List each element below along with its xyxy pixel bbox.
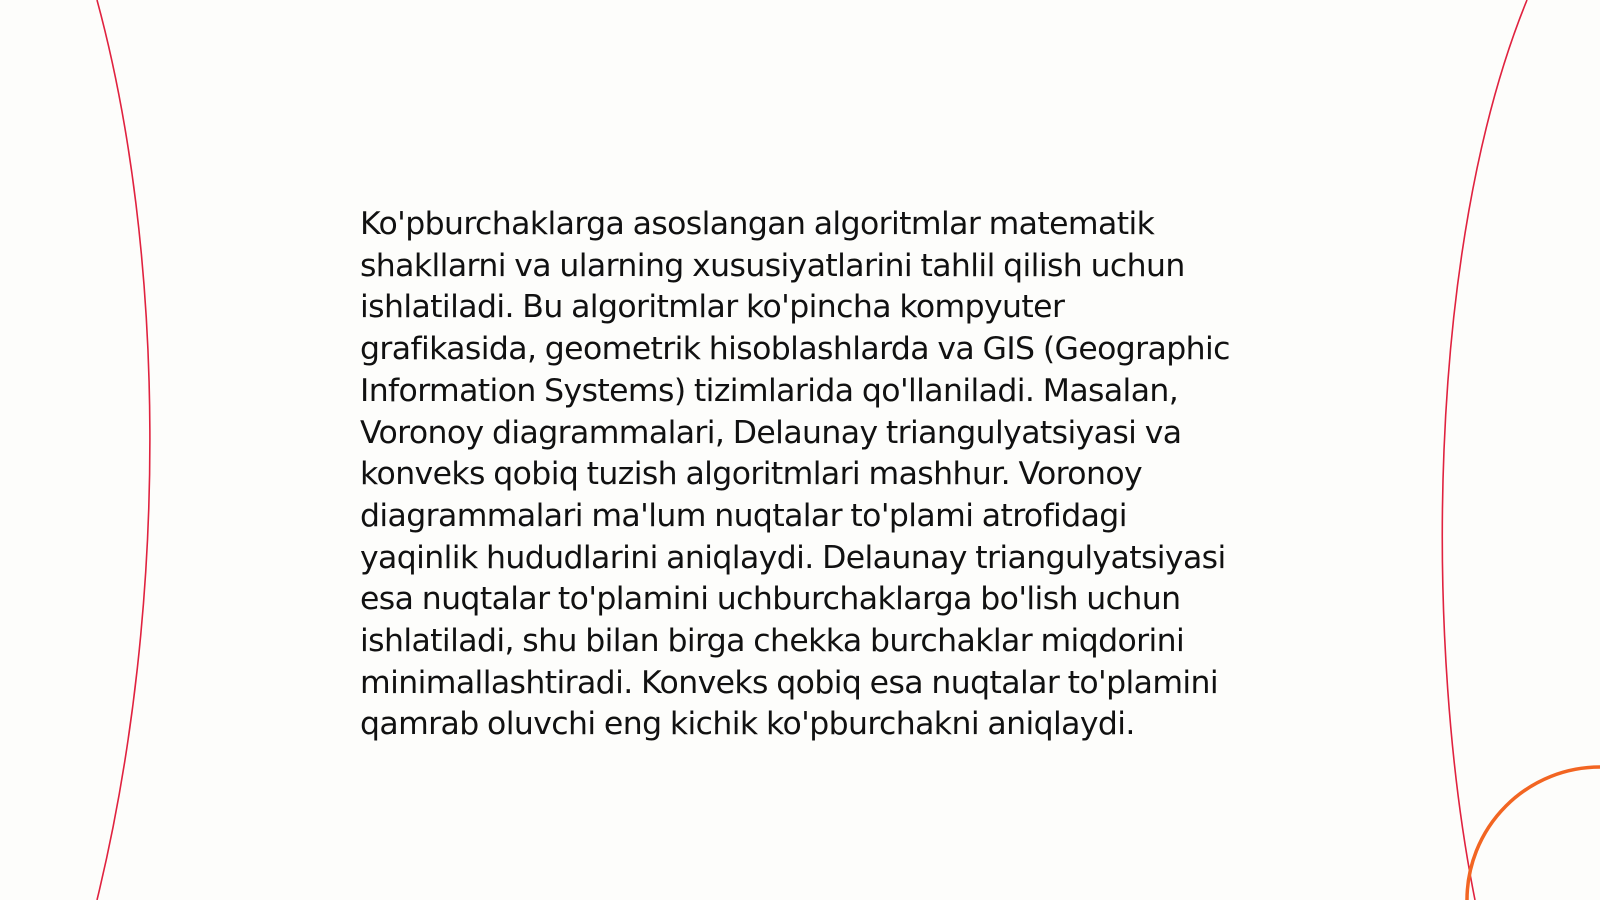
body-paragraph: Ko'pburchaklarga asoslangan algoritmlar matematik shakllarni va ularning xususiyatlarini tahlil qilish uchun ishlatiladi. Bu algoritmlar ko'pincha kompyuter grafikasida, geometrik hisoblashlarda va GIS (Geographic Information Systems) tizimlarida qo'llaniladi. Masalan, Voronoy diagrammalari, Delaunay triangulyatsiyasi va konveks qobiq tuzish algoritmlari mashhur. Voronoy diagrammalari ma'lum nuqtalar to'plami atrofidagi yaqinlik hududlarini aniqlaydi. Delaunay triangulyatsiyasi esa nuqtalar to'plamini uchburchaklarga bo'lish uchun ishlatiladi, shu bilan birga chekka burchaklar miqdorini minimallashtiradi. Konveks qobiq esa nuqtalar to'plamini qamrab oluvchi eng kichik ko'pburchakni aniqlaydi. xyxy=(360,206,1230,743)
left-curve-line xyxy=(97,0,150,900)
orange-accent-circle xyxy=(1467,767,1600,900)
right-curve-line xyxy=(1442,0,1527,900)
